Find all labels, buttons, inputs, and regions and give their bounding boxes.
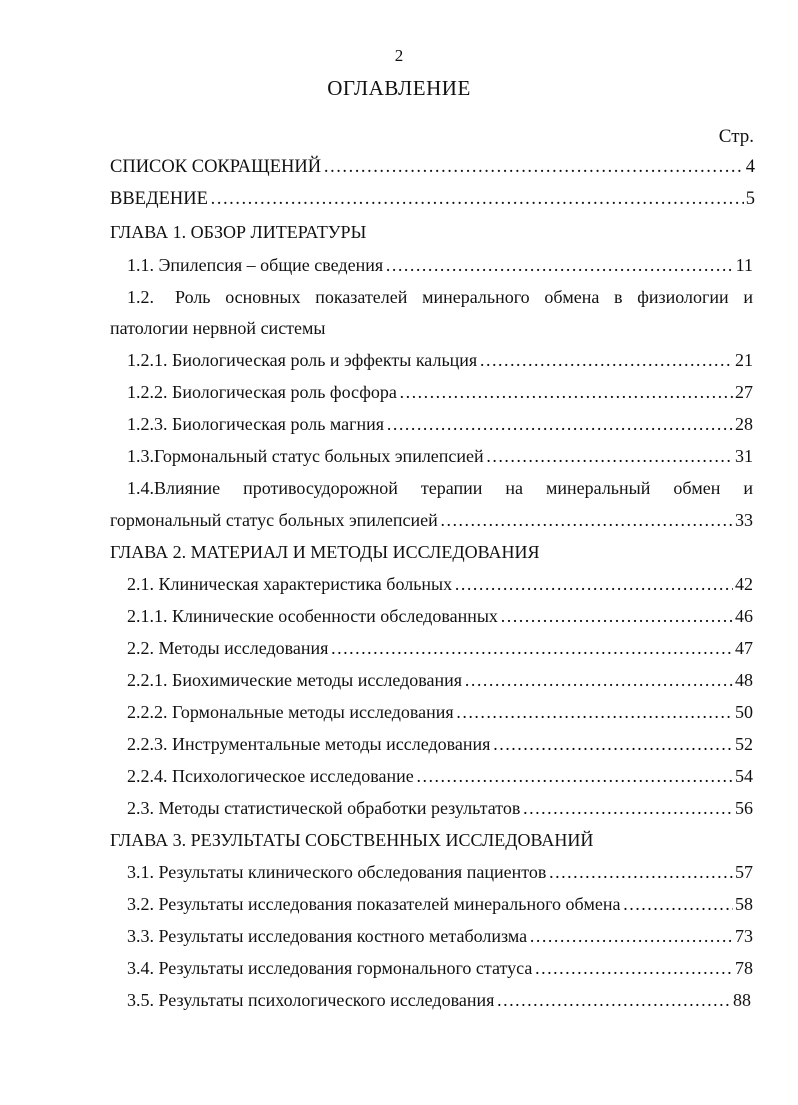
toc-entry-text: гормональный статус больных эпилепсией (110, 510, 438, 530)
toc-entry-3-4[interactable] (127, 953, 753, 983)
toc-leader-dots (496, 985, 731, 1015)
page-column-label: Стр. (718, 126, 754, 147)
toc-page-number: 50 (735, 702, 753, 722)
toc-entry-2-2[interactable] (127, 633, 753, 663)
toc-page-number: 48 (735, 670, 753, 690)
toc-entry-text: 1.2.1. Биологическая роль и эффекты кальция (127, 350, 478, 370)
toc-entry-text: 3.4. Результаты исследования гормонального статуса (127, 958, 533, 978)
toc-page-number: 58 (735, 894, 753, 914)
toc-entry-3-3[interactable] (127, 921, 753, 951)
toc-page-number: 11 (735, 255, 753, 275)
toc-entry-1-2-1[interactable] (127, 345, 753, 375)
toc-page-number: 21 (735, 350, 753, 370)
toc-page-number: 78 (735, 958, 753, 978)
toc-leader-dots (486, 441, 733, 471)
toc-leader-dots (330, 633, 733, 663)
toc-page-number: 88 (733, 990, 751, 1010)
toc-leader-dots (464, 665, 733, 695)
toc-entry-1-2-line2[interactable]: патологии нервной системы (110, 318, 326, 338)
toc-page-number: 33 (735, 510, 753, 530)
toc-leader-dots (623, 889, 733, 919)
toc-entry-text: 3.3. Результаты исследования костного метаболизма (127, 926, 528, 946)
toc-entry-2-1[interactable] (127, 569, 753, 599)
toc-entry-text: 1.1. Эпилепсия – общие сведения (127, 255, 384, 275)
page-title: ОГЛАВЛЕНИЕ (327, 76, 471, 100)
toc-leader-dots (548, 857, 733, 887)
toc-page-number: 42 (735, 574, 753, 594)
toc-page-number: 4 (745, 157, 755, 177)
toc-leader-dots (385, 250, 734, 280)
page-number: 2 (394, 46, 404, 65)
toc-entry-3-1[interactable] (127, 857, 753, 887)
toc-page-number: 57 (735, 862, 753, 882)
toc-entry-text: 3.1. Результаты клинического обследования пациентов (127, 862, 547, 882)
toc-page-number: 56 (735, 798, 753, 818)
toc-entry-1-2-line1[interactable] (127, 282, 753, 312)
toc-page-number: 27 (735, 382, 753, 402)
toc-chapter-1[interactable]: ГЛАВА 1. ОБЗОР ЛИТЕРАТУРЫ (110, 222, 367, 242)
toc-entry-text: 2.2.3. Инструментальные методы исследования (127, 734, 491, 754)
toc-leader-dots (454, 569, 733, 599)
toc-leader-dots (479, 345, 733, 375)
toc-page-number: 52 (735, 734, 753, 754)
toc-leader-dots (210, 184, 744, 214)
toc-page-number: 31 (735, 446, 753, 466)
toc-entry-text: 3.2. Результаты исследования показателей минерального обмена (127, 894, 621, 914)
toc-page-number: 28 (735, 414, 753, 434)
toc-entry-3-5[interactable] (127, 985, 751, 1015)
toc-entry-text: Роль основных показателей минерального обмена в физиологии и (175, 287, 753, 307)
toc-entry-1-1[interactable] (127, 250, 753, 280)
toc-leader-dots (456, 697, 733, 727)
toc-entry-2-1-1[interactable] (127, 601, 753, 631)
toc-page-number: 46 (735, 606, 753, 626)
toc-leader-dots (522, 793, 733, 823)
toc-entry-2-2-1[interactable] (127, 665, 753, 695)
toc-page-number: 47 (735, 638, 753, 658)
toc-entry-text: 1.2.3. Биологическая роль магния (127, 414, 385, 434)
toc-chapter-3[interactable]: ГЛАВА 3. РЕЗУЛЬТАТЫ СОБСТВЕННЫХ ИССЛЕДОВАНИЙ (110, 830, 594, 850)
toc-entry-abbreviations[interactable] (110, 152, 755, 182)
toc-entry-text: СПИСОК СОКРАЩЕНИЙ (110, 157, 322, 177)
toc-entry-text: 1.3.Гормональный статус больных эпилепсией (127, 446, 484, 466)
toc-entry-3-2[interactable] (127, 889, 753, 919)
toc-entry-text: 2.3. Методы статистической обработки результатов (127, 798, 521, 818)
toc-entry-introduction[interactable] (110, 184, 755, 214)
toc-leader-dots (492, 729, 733, 759)
toc-entry-text: ВВЕДЕНИЕ (110, 189, 208, 209)
toc-entry-2-2-2[interactable] (127, 697, 753, 727)
toc-entry-2-3[interactable] (127, 793, 753, 823)
toc-entry-text: 2.1. Клиническая характеристика больных (127, 574, 453, 594)
toc-leader-dots (416, 761, 733, 791)
toc-leader-dots (534, 953, 733, 983)
toc-leader-dots (500, 601, 733, 631)
toc-entry-text: 3.5. Результаты психологического исследования (127, 990, 495, 1010)
toc-entry-text: 1.2.2. Биологическая роль фосфора (127, 382, 397, 402)
toc-leader-dots (386, 409, 733, 439)
toc-page-number: 73 (735, 926, 753, 946)
toc-page-number: 54 (735, 766, 753, 786)
toc-entry-2-2-4[interactable] (127, 761, 753, 791)
toc-entry-1-4-line2[interactable] (110, 505, 753, 535)
toc-leader-dots (323, 152, 744, 182)
toc-leader-dots (440, 505, 733, 535)
toc-entry-number: 1.2. (127, 287, 154, 307)
toc-leader-dots (529, 921, 733, 951)
toc-entry-1-3[interactable] (127, 441, 753, 471)
toc-leader-dots (399, 377, 733, 407)
toc-entry-2-2-3[interactable] (127, 729, 753, 759)
toc-entry-1-4-line1[interactable]: 1.4.Влияние противосудорожной терапии на минеральный обмен и (127, 478, 753, 498)
toc-entry-text: 2.1.1. Клинические особенности обследованных (127, 606, 498, 626)
toc-entry-text: 2.2.1. Биохимические методы исследования (127, 670, 463, 690)
toc-entry-text: 2.2. Методы исследования (127, 638, 329, 658)
toc-entry-1-2-2[interactable] (127, 377, 753, 407)
toc-entry-text: 2.2.2. Гормональные методы исследования (127, 702, 454, 722)
toc-chapter-2[interactable]: ГЛАВА 2. МАТЕРИАЛ И МЕТОДЫ ИССЛЕДОВАНИЯ (110, 542, 540, 562)
toc-entry-text: 2.2.4. Психологическое исследование (127, 766, 414, 786)
toc-page-number: 5 (745, 189, 755, 209)
toc-entry-1-2-3[interactable] (127, 409, 753, 439)
